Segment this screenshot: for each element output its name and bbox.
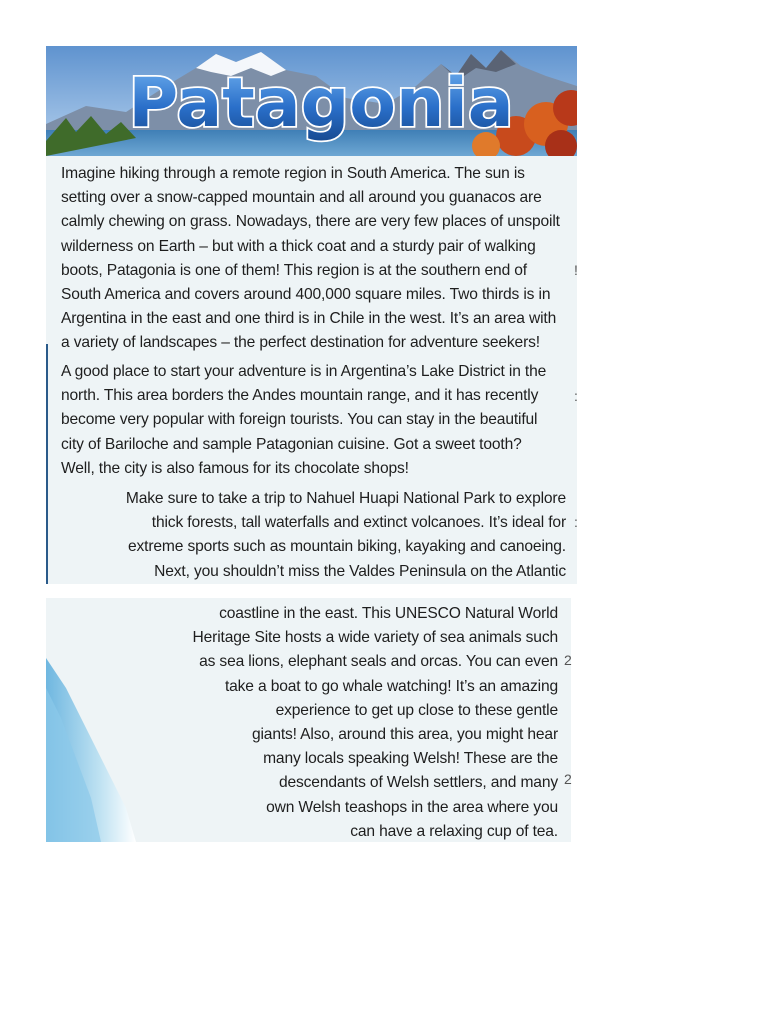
- margin-mark: :: [574, 514, 578, 530]
- paragraph-national-park: Make sure to take a trip to Nahuel Huapi National Park to explore thick forests, tall waterfalls and extinct volcanoes. It’s ideal for extreme sports such as mountain biking, kayaking and canoeing. Next, you shouldn’t miss the Valdes Peninsula on the Atlantic: [125, 490, 566, 580]
- paragraph-valdes-peninsula: coastline in the east. This UNESCO Natural World Heritage Site hosts a wide variety of sea animals such as sea lions, elephant seals and orcas. You can even take a boat to go whale watching! It’s an amazing experience to get up close to these gentle giants! Also, around this area, you might hear many locals speaking Welsh! These are the descendants of Welsh settlers, and many own Welsh teashops in the area where you can have a relaxing cup of tea.: [192, 605, 558, 840]
- margin-mark: !: [574, 262, 578, 278]
- glacier-image: [46, 598, 146, 842]
- article-bottom-section: [46, 598, 571, 842]
- article-top-section: [46, 46, 577, 584]
- left-edge-rule: [46, 344, 48, 584]
- paragraph-intro: Imagine hiking through a remote region in South America. The sun is setting over a snow-capped mountain and all around you guanacos are calmly chewing on grass. Nowadays, there are very few places of unspoilt wilderness on Earth – but with a thick coat and a sturdy pair of walking boots, Patagonia is one of them! This region is at the southern end of South America and covers around 400,000 square miles. Two thirds is in Argentina in the east and one third is in Chile in the west. It’s an area with a variety of landscapes – the perfect destination for adventure seekers!: [61, 165, 560, 352]
- banner-landscape-image: [46, 46, 577, 156]
- margin-mark: :: [574, 388, 578, 404]
- patagonia-banner: [46, 46, 577, 156]
- margin-mark: 2: [564, 771, 572, 787]
- paragraph-lake-district: A good place to start your adventure is in Argentina’s Lake District in the north. This area borders the Andes mountain range, and it has recently become very popular with foreign tourists. You can stay in the beautiful city of Bariloche and sample Patagonian cuisine. Got a sweet tooth? Well, the city is also famous for its chocolate shops!: [61, 363, 547, 477]
- banner-title: Patagonia: [128, 64, 514, 143]
- margin-mark: 2: [564, 652, 572, 668]
